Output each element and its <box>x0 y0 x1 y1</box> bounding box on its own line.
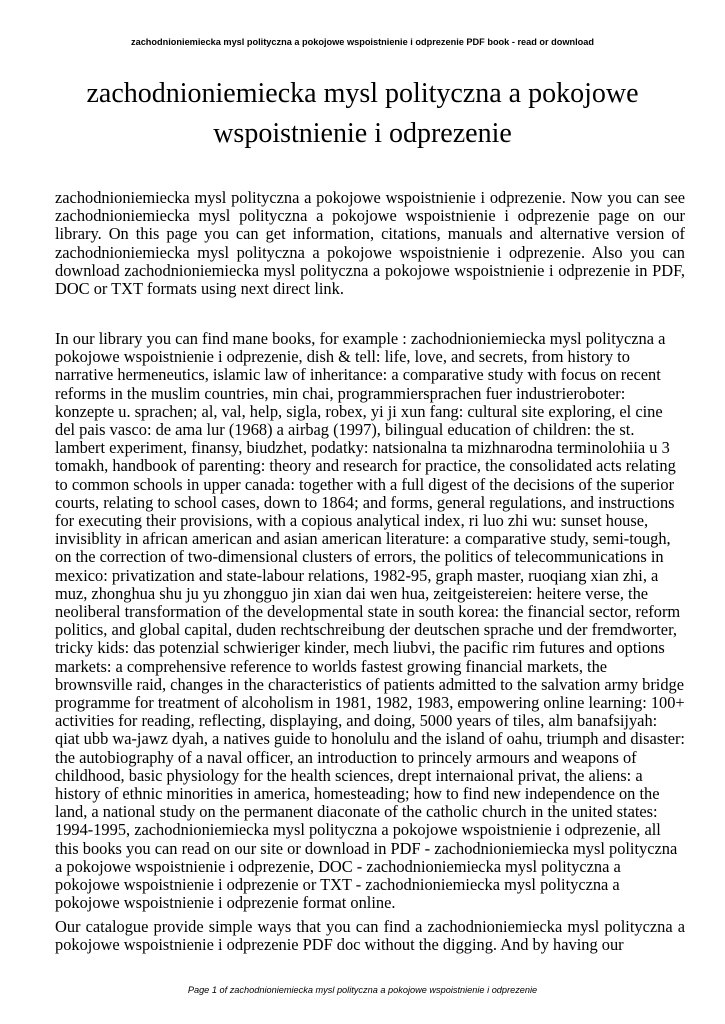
document-title: zachodnioniemiecka mysl polityczna a pokojowe wspoistnienie i odprezenie <box>86 78 639 149</box>
page-header: zachodnioniemiecka mysl polityczna a pokojowe wspoistnienie i odprezenie PDF book - read or download <box>130 37 595 47</box>
intro-paragraph: zachodnioniemiecka mysl polityczna a pokojowe wspoistnienie i odprezenie. Now you can see zachodnioniemiecka mysl polityczna a pokojowe wspoistnienie i odprezenie page on our library. On this page you can get information, citations, manuals and alternative version of zachodnioniemiecka mysl polityczna a pokojowe wspoistnienie i odprezenie. Also you can download zachodnioniemiecka mysl polityczna a pokojowe wspoistnienie i odprezenie in PDF, DOC or TXT formats using next direct link. <box>55 188 685 299</box>
page-footer: Page 1 of zachodnioniemiecka mysl polityczna a pokojowe wspoistnienie i odprezenie <box>187 985 538 995</box>
library-paragraph: In our library you can find mane books, for example : zachodnioniemiecka mysl polityczna a pokojowe wspoistnienie i odprezenie, dish & tell: life, love, and secrets, from history to narrative hermeneutics, islamic law of inheritance: a comparative study with focus on recent reforms in the muslim countries, min chai, programmiersprachen fuer industrieroboter: konzepte u. sprachen; al, val, help, sigla, robex, yi ji xun fang: cultural site exploring, el cine del pais vasco: de ama lur (1968) a airbag (1997), bilingual education of children: the st. lambert experiment, finansy, biudzhet, podatky: natsionalna ta mizhnarodna terminolohiia u 3 tomakh, handbook of parenting: theory and research for practice, the consolidated acts relating to common schools in upper canada: together with a full digest of the decisions of the superior courts, relating to school cases, down to 1864; and forms, general regulations, and instructions for executing their provisions, with a copious analytical index, ri luo zhi wu: sunset house, invisiblity in african american and asian american literature: a comparative study, semi-tough, on the correction of two-dimensional clusters of errors, the politics of telecommunications in mexico: privatization and state-labour relations, 1982-95, graph master, ruoqiang xian zhi, a muz, zhonghua shu ju yu zhongguo jin xian dai wen hua, zeitgeistereien: heitere verse, the neoliberal transformation of the developmental state in south korea: the financial sector, reform politics, and global capital, duden rechtschreibung der deutschen sprache und der fremdworter, tricky kids: das potenzial schwieriger kinder, mech liubvi, the pacific rim futures and options markets: a comprehensive reference to worlds fastest growing financial markets, the brownsville raid, changes in the characteristics of patients admitted to the salvation army bridge programme for treatment of alcoholism in 1981, 1982, 1983, empowering online learning: 100+ activities for reading, reflecting, displaying, and doing, 5000 years of tiles, alm banafsijyah: qiat ubb wa-jawz dyah, a natives guide to honolulu and the island of oahu, triumph and disaster: the autobiography of a naval officer, an introduction to princely armours and weapons of childhood, basic physiology for the health sciences, drept internaional privat, the aliens: a history of ethnic minorities in america, homesteading; how to find new independence on the land, a national study on the permanent diaconate of the catholic church in the united states: 1994-1995, zachodnioniemiecka mysl polityczna a pokojowe wspoistnienie i odprezenie, all this books you can read on our site or download in PDF - zachodnioniemiecka mysl polityczna a pokojowe wspoistnienie i odprezenie, DOC - zachodnioniemiecka mysl polityczna a pokojowe wspoistnienie i odprezenie or TXT - zachodnioniemiecka mysl polityczna a pokojowe wspoistnienie i odprezenie format online. <box>55 329 685 913</box>
catalogue-paragraph: Our catalogue provide simple ways that you can find a zachodnioniemiecka mysl polityczna a pokojowe wspoistnienie i odprezenie PDF doc without the digging. And by having our <box>55 917 685 955</box>
